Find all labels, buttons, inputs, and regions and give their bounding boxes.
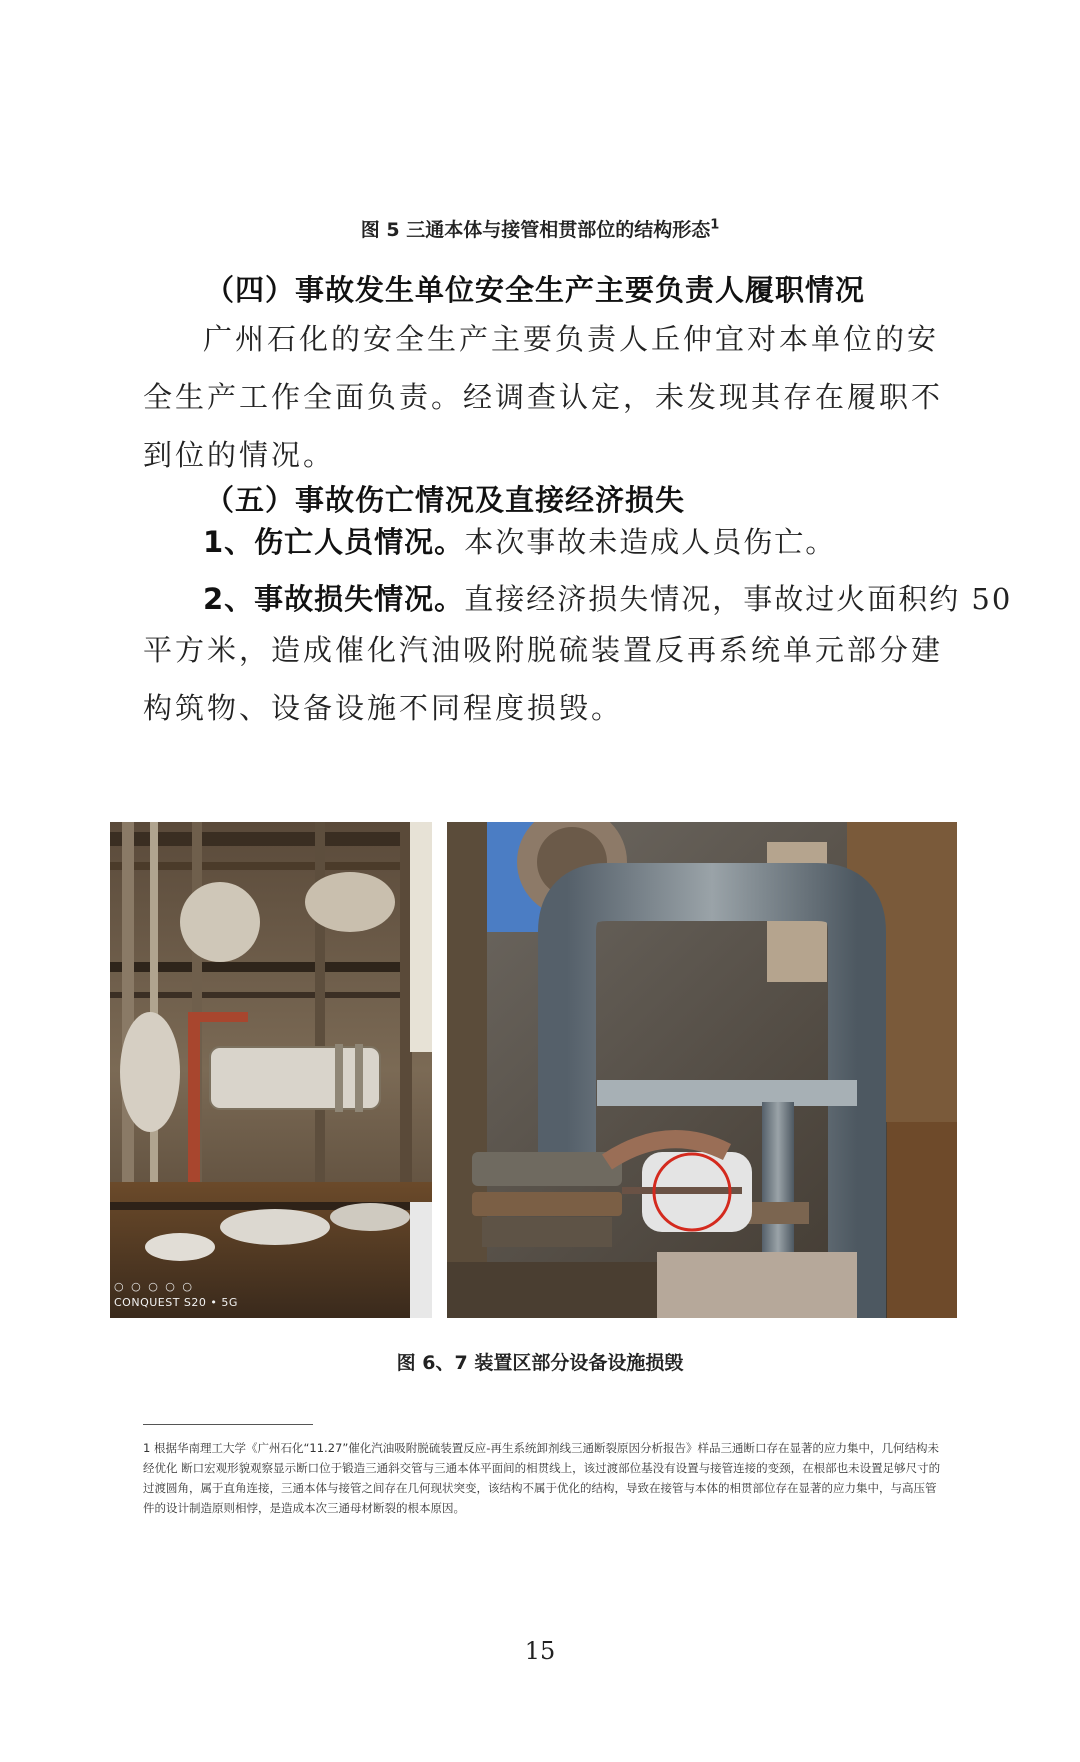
footnote: 1 根据华南理工大学《广州石化“11.27”催化汽油吸附脱硫装置反应-再生系统卸剂线三通断裂原因分析报告》样品三通断口存在显著的应力集中，几何结构未经优化 断口宏观形貌观察显示断口位于锻造三通斜交管与三通本体平面间的相贯线上，该过渡部位基没有设置与接管连接的变颈，在根部也未设置足够尺寸的过渡圆角，属于直角连接，三通本体与接管之间存在几何现状突变，该结构不属于优化的结构，导致在接管与本体的相贯部位存在显著的应力集中，与高压管件的设计制造原则相悖，是造成本次三通母材断裂的根本原因。 <box>143 1441 941 1515</box>
item-2-label: 2、事故损失情况。 <box>203 582 465 616</box>
damaged-pipes-illustration <box>447 822 957 1318</box>
item-2-continuation: 平方米，造成催化汽油吸附脱硫装置反再系统单元部分建构筑物、设备设施不同程度损毁。 <box>143 633 944 725</box>
section-4-paragraph-text: 广州石化的安全生产主要负责人丘仲宜对本单位的安全生产工作全面负责。经调查认定，未发现其存在履职不到位的情况。 <box>143 322 944 472</box>
camera-watermark: CONQUEST S20 • 5G <box>114 1296 238 1309</box>
damaged-structure-illustration <box>110 822 432 1318</box>
figure-6-7-caption: 图 6、7 装置区部分设备设施损毁 <box>396 1352 684 1374</box>
section-4-paragraph <box>143 310 943 484</box>
section-4-heading: （四）事故发生单位安全生产主要负责人履职情况 <box>205 273 866 307</box>
figure-5-caption <box>0 215 1080 242</box>
footnote-divider <box>143 1424 313 1425</box>
damaged-pipes-photo <box>447 822 957 1318</box>
item-2-text-line1: 直接经济损失情况，事故过火面积约 50 <box>464 582 1013 616</box>
item-1-text: 本次事故未造成人员伤亡。 <box>464 525 837 559</box>
damaged-structure-photo <box>110 822 432 1318</box>
camera-watermark-dots: ○ ○ ○ ○ ○ <box>114 1280 194 1293</box>
item-2 <box>203 577 1012 618</box>
item-1 <box>203 520 836 561</box>
figure-5-caption-text: 图 5 三通本体与接管相贯部位的结构形态 <box>360 219 711 241</box>
footnote-ref[interactable]: 1 <box>710 217 720 233</box>
item-1-label: 1、伤亡人员情况。 <box>203 525 465 559</box>
page-number: 15 <box>524 1637 556 1665</box>
section-5-heading: （五）事故伤亡情况及直接经济损失 <box>205 483 686 517</box>
